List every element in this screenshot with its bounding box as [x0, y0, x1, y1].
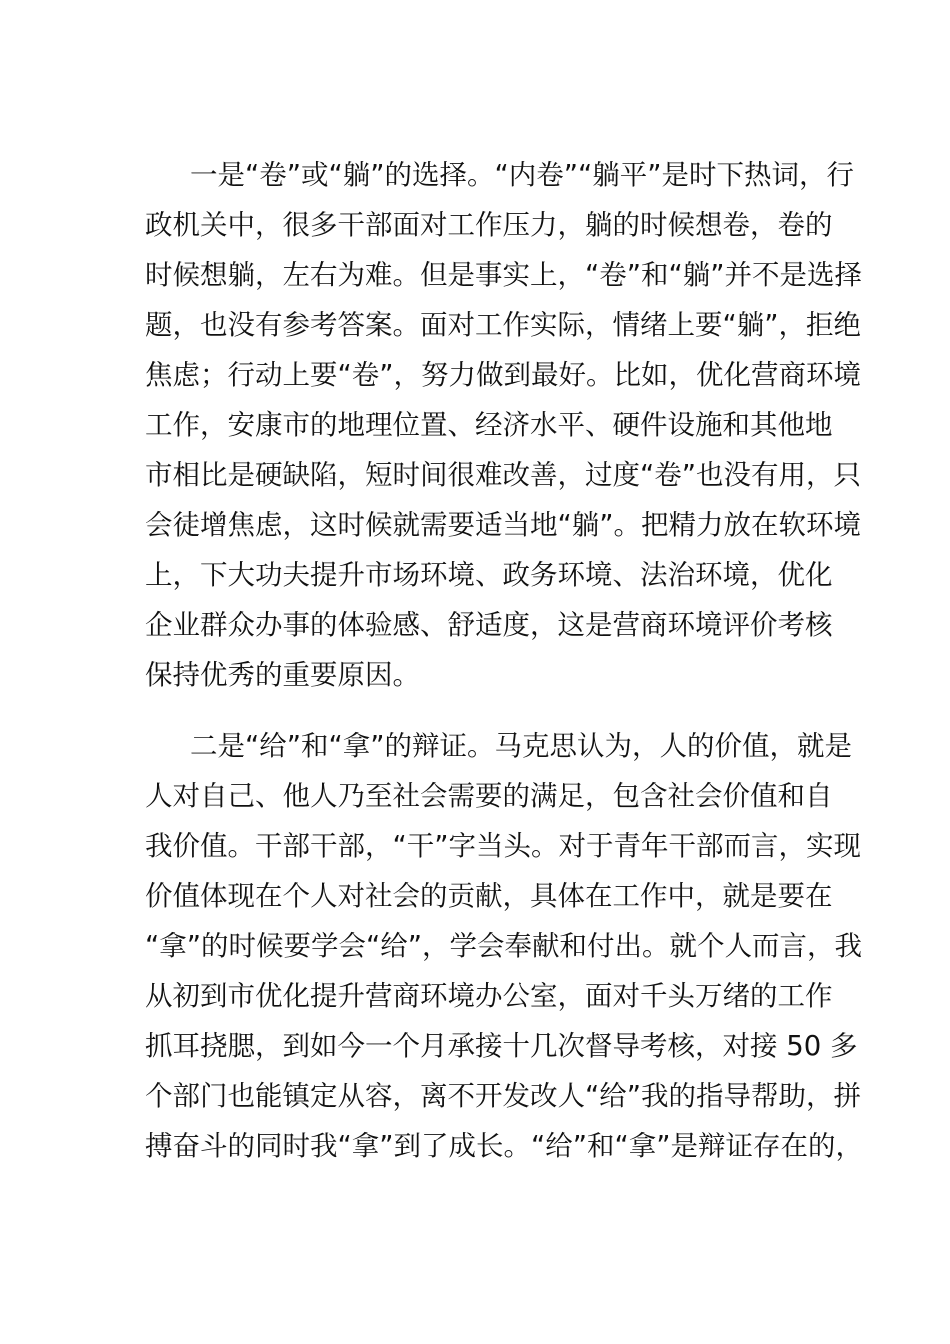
text-line: 企业群众办事的体验感、舒适度，这是营商环境评价考核 [145, 609, 833, 641]
paragraph-gei-na [145, 721, 863, 1171]
text-line: 搏奋斗的同时我“拿”到了成长。“给”和“拿”是辩证存在的， [145, 1130, 863, 1162]
text-line: 价值体现在个人对社会的贡献，具体在工作中，就是要在 [145, 880, 833, 912]
text-line: 一是“卷”或“躺”的选择。“内卷”“躺平”是时下热词，行 [190, 159, 854, 191]
text-line: 二是“给”和“拿”的辩证。马克思认为，人的价值，就是 [190, 730, 852, 762]
text-line: 焦虑；行动上要“卷”，努力做到最好。比如，优化营商环境 [145, 359, 861, 391]
text-line: 上，下大功夫提升市场环境、政务环境、法治环境，优化 [145, 559, 833, 591]
text-line: 人对自己、他人乃至社会需要的满足，包含社会价值和自 [145, 780, 833, 812]
text-line: 保持优秀的重要原因。 [145, 659, 420, 691]
text-line: 时候想躺，左右为难。但是事实上，“卷”和“躺”并不是选择 [145, 259, 862, 291]
text-line: “拿”的时候要学会“给”，学会奉献和付出。就个人而言，我 [145, 930, 862, 962]
text-line: 政机关中，很多干部面对工作压力，躺的时候想卷，卷的 [145, 209, 833, 241]
paragraph-juan-tang [145, 150, 862, 700]
text-line: 会徒增焦虑，这时候就需要适当地“躺”。把精力放在软环境 [145, 509, 861, 541]
text-line: 题，也没有参考答案。面对工作实际，情绪上要“躺”，拒绝 [145, 309, 861, 341]
text-line: 个部门也能镇定从容，离不开发改人“给”我的指导帮助，拼 [145, 1080, 861, 1112]
text-line: 工作，安康市的地理位置、经济水平、硬件设施和其他地 [145, 409, 833, 441]
text-line: 抓耳挠腮，到如今一个月承接十几次督导考核，对接 50 多 [145, 1030, 858, 1062]
text-line: 市相比是硬缺陷，短时间很难改善，过度“卷”也没有用，只 [145, 459, 861, 491]
text-line: 我价值。干部干部，“干”字当头。对于青年干部而言，实现 [145, 830, 861, 862]
document-page [145, 150, 863, 1171]
text-line: 从初到市优化提升营商环境办公室，面对千头万绪的工作 [145, 980, 833, 1012]
